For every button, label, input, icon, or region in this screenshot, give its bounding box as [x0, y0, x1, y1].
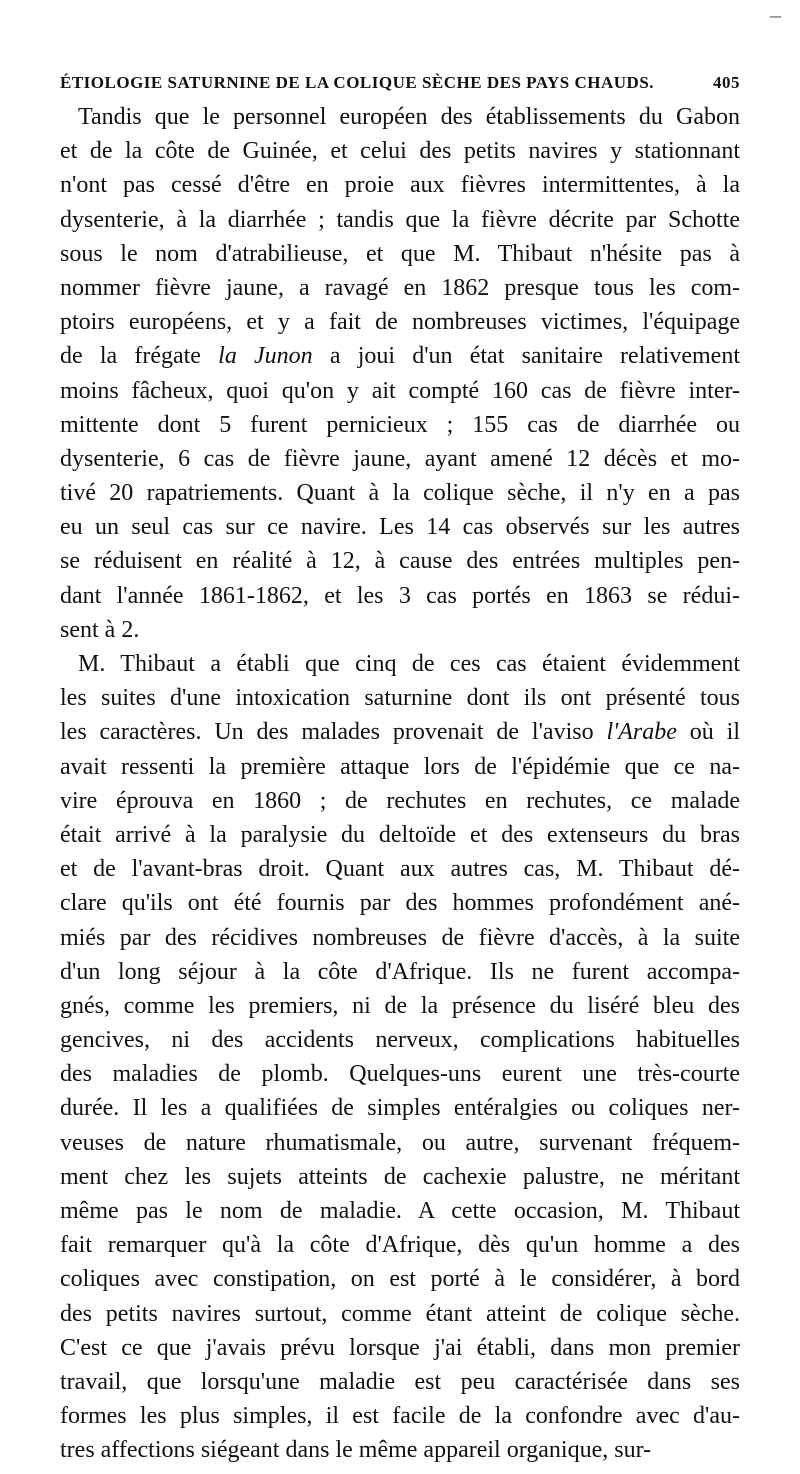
text-line: de la frégate la Junon a joui d'un état sanitaire relativement [60, 343, 740, 370]
text-line: Tandis que le personnel européen des établissements du Gabon [78, 104, 740, 130]
text-line: même pas le nom de maladie. A cette occasion, M. Thibaut [60, 1198, 740, 1224]
text-line: gnés, comme les premiers, ni de la présence du liséré bleu des [60, 992, 740, 1019]
text-line: gencives, ni des accidents nerveux, complications habituelles [60, 1027, 740, 1054]
text-line: eu un seul cas sur ce navire. Les 14 cas observés sur les autres [60, 514, 740, 541]
paragraph [60, 100, 740, 647]
text-line: fait remarquer qu'à la côte d'Afrique, dès qu'un homme a des [60, 1232, 740, 1259]
text-line: se réduisent en réalité à 12, à cause des entrées multiples pen- [60, 548, 740, 575]
top-mark: – [770, 2, 781, 27]
text-line: d'un long séjour à la côte d'Afrique. Ils ne furent accompa- [60, 958, 740, 985]
text-line: travail, que lorsqu'une maladie est peu caractérisée dans ses [60, 1368, 740, 1395]
text-line: nommer fièvre jaune, a ravagé en 1862 presque tous les com- [60, 274, 740, 301]
text-line: ptoirs européens, et y a fait de nombreuses victimes, l'équipage [60, 309, 740, 336]
text-line: dysenterie, 6 cas de fièvre jaune, ayant amené 12 décès et mo- [60, 445, 740, 472]
text-line: dant l'année 1861-1862, et les 3 cas portés en 1863 se rédui- [60, 582, 740, 609]
text-line: n'ont pas cessé d'être en proie aux fièvres intermittentes, à la [60, 172, 740, 199]
text-line: et de la côte de Guinée, et celui des petits navires y stationnant [60, 138, 740, 165]
text-line: formes les plus simples, il est facile de la confondre avec d'au- [60, 1403, 740, 1430]
text-line: vire éprouva en 1860 ; de rechutes en rechutes, ce malade [60, 787, 740, 814]
text-line: miés par des récidives nombreuses de fièvre d'accès, à la suite [60, 924, 740, 951]
running-header [60, 73, 740, 97]
paragraph [60, 647, 740, 1468]
text-line: tivé 20 rapatriements. Quant à la colique sèche, il n'y en a pas [60, 480, 740, 507]
text-line: dysenterie, à la diarrhée ; tandis que la fièvre décrite par Schotte [60, 206, 740, 233]
text-line: des petits navires surtout, comme étant atteint de colique sèche. [60, 1300, 740, 1327]
page-number: 405 [713, 73, 740, 92]
text-line: veuses de nature rhumatismale, ou autre, survenant fréquem- [60, 1129, 740, 1156]
text-line: coliques avec constipation, on est porté à le considérer, à bord [60, 1266, 740, 1293]
running-title: ÉTIOLOGIE SATURNINE DE LA COLIQUE SÈCHE DES PAYS CHAUDS. [60, 73, 655, 92]
text-line: M. Thibaut a établi que cinq de ces cas étaient évidemment [78, 651, 740, 677]
text-line: tres affections siégeant dans le même appareil organique, sur- [60, 1437, 652, 1464]
text-line: les caractères. Un des malades provenait de l'aviso l'Arabe où il [60, 719, 740, 746]
text-line: était arrivé à la paralysie du deltoïde et des extenseurs du bras [60, 821, 740, 848]
text-line: sent à 2. [60, 616, 140, 643]
text-line: les suites d'une intoxication saturnine dont ils ont présenté tous [60, 685, 740, 712]
text-line: clare qu'ils ont été fournis par des hommes profondément ané- [60, 890, 740, 917]
text-line: des maladies de plomb. Quelques-uns eurent une très-courte [60, 1061, 740, 1088]
text-line: sous le nom d'atrabilieuse, et que M. Thibaut n'hésite pas à [60, 240, 740, 267]
text-line: durée. Il les a qualifiées de simples entéralgies ou coliques ner- [60, 1095, 740, 1122]
paragraphs [60, 100, 740, 1468]
text-line: moins fâcheux, quoi qu'on y ait compté 160 cas de fièvre inter- [60, 377, 740, 404]
text-line: avait ressenti la première attaque lors de l'épidémie que ce na- [60, 753, 740, 780]
text-line: et de l'avant-bras droit. Quant aux autres cas, M. Thibaut dé- [60, 856, 740, 883]
body-text [60, 100, 740, 1468]
text-line: C'est ce que j'avais prévu lorsque j'ai établi, dans mon premier [60, 1334, 740, 1361]
text-line: ment chez les sujets atteints de cachexie palustre, ne méritant [60, 1163, 740, 1190]
text-line: mittente dont 5 furent pernicieux ; 155 cas de diarrhée ou [60, 411, 740, 438]
